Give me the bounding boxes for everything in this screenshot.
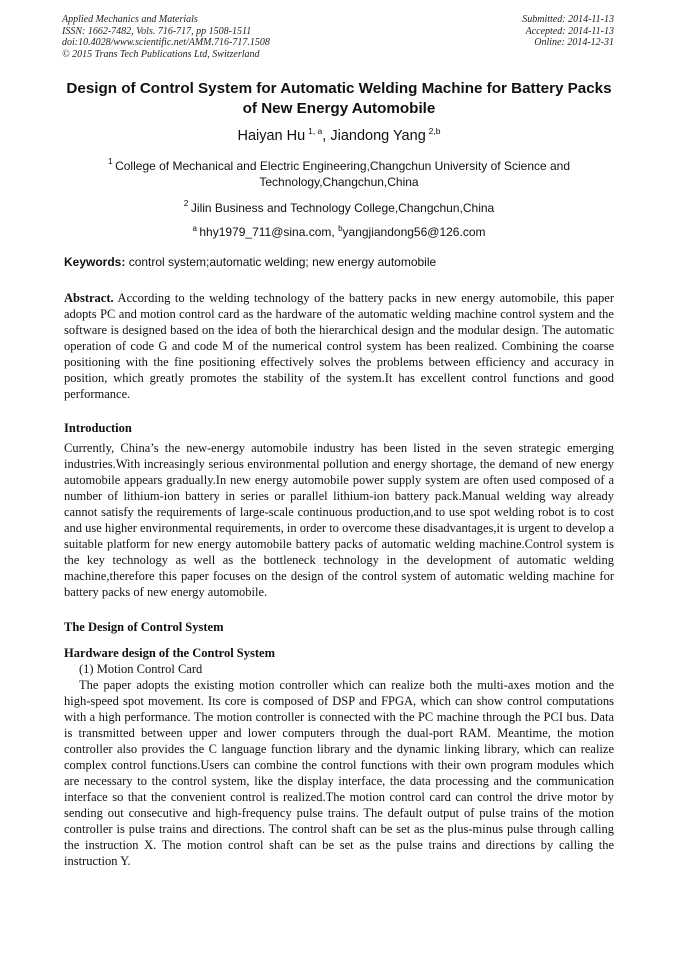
journal-header [64,14,614,66]
journal-name: Applied Mechanics and Materials [62,14,198,25]
copyright-line: © 2015 Trans Tech Publications Ltd, Switzerland [62,48,260,60]
doi-line: doi:10.4028/www.scientific.net/AMM.716-717.1508 [62,37,270,48]
keywords-label: Keywords: [64,255,126,269]
affiliation-1 [64,153,614,190]
keywords-text: control system;automatic welding; new energy automobile [125,255,437,269]
accepted-date: Accepted: 2014-11-13 [525,25,614,37]
publication-info [62,14,270,60]
email-a: hhy1979_711@sina.com, [199,225,339,239]
hardware-subheading: Hardware design of the Control System [64,646,275,660]
introduction-heading: Introduction [64,421,132,435]
affiliation-2-sup: 2 [183,198,189,208]
online-date: Online: 2014-12-31 [534,37,614,48]
author-line [64,121,614,146]
introduction-paragraph: Currently, China’s the new-energy automobile industry has been listed in the seven strategic emerging industries.With increasingly serious environmental pollution and energy shortage, the demand of new energy automobile appears gradually.In new energy automobile power supply system are often used composed of a number of lithium-ion battery in series or parallel lithium-ion battery pack.Manual welding way already cannot satisfy the requirements of large-scale continuous production,and to use spot welding robot is to cost and use higher environmental requirements, in order to overcome these disadvantages,it is urgent to develop a suitable platform for new energy automobile battery packs of automatic welding machine.Control system is the key technology as well as the bottleneck technology in the development of automatic welding machine,therefore this paper focuses on the design of the control system of automatic welding machine for battery packs of new energy automobile. [64,441,614,599]
author-2-name: Jiandong Yang [330,128,426,144]
author-1-sup: 1, a [308,126,323,136]
affiliation-1-sup: 1 [107,156,113,166]
design-heading: The Design of Control System [64,620,224,634]
affiliation-1-text: College of Mechanical and Electric Engineering,Changchun University of Science and Technology,Changchun,China [115,159,571,189]
email-line [64,221,614,240]
email-a-sup: a [192,224,197,233]
issn-line: ISSN: 1662-7482, Vols. 716-717, pp 1508-1511 [62,25,252,37]
email-b-sup: b [338,224,343,233]
abstract [64,290,614,402]
author-separator: , [322,128,331,144]
paper-title: Design of Control System for Automatic Welding Machine for Battery Packs of New Energy Automobile [66,80,612,117]
abstract-text: According to the welding technology of the battery packs in new energy automobile, this paper adopts PC and motion control card as the hardware of the automatic welding machine control system and the software is designed based on the idea of both the hierarchical design and the modular design. The automatic operation of code G and code M of the numerical control system has been realized. Combining the coarse positioning with the fine positioning effectively solves the problems between efficiency and accuracy in position, which greatly promotes the stability of the system.It has excellent control functions and good performance. [64,291,614,401]
submitted-date: Submitted: 2014-11-13 [522,14,614,25]
keywords [64,255,614,270]
affiliation-2-text: Jilin Business and Technology College,Changchun,China [190,201,495,215]
paper-page [64,14,614,869]
author-1-name: Haiyan Hu [237,128,306,144]
dates-info [522,14,614,49]
abstract-label: Abstract. [64,291,114,305]
hardware-paragraph: The paper adopts the existing motion controller which can realize both the multi-axes motion and the high-speed spot movement. Its core is composed of DSP and FPGA, which can show control computations with a high performance. The motion controller is connected with the PC machine through the PCI bus. Data is transmitted between upper and lower computers through the dual-port RAM. Meantime, the motion controller also provides the C language function library and the dynamic linking library, which can realize complex control functions.Users can combine the control functions with their own program modules which are necessary to the control system, like the display interface, the data processing and the communication interface so that the convenient control is realized.The motion control card can control the drive motor by sending out consecutive and high-frequency pulse trains. The default output of pulse trains of the motion controller is pulse trains and directions. The control shaft can be set as the plus-minus pulse through calling the instruction X. The motion control shaft can be set as the pulse trains and directions by calling the instruction Y. [64,678,614,868]
author-2-sup: 2,b [428,126,441,136]
email-b: yangjiandong56@126.com [342,225,486,239]
motion-control-card-item: (1) Motion Control Card [79,662,203,676]
affiliation-2 [64,195,614,216]
